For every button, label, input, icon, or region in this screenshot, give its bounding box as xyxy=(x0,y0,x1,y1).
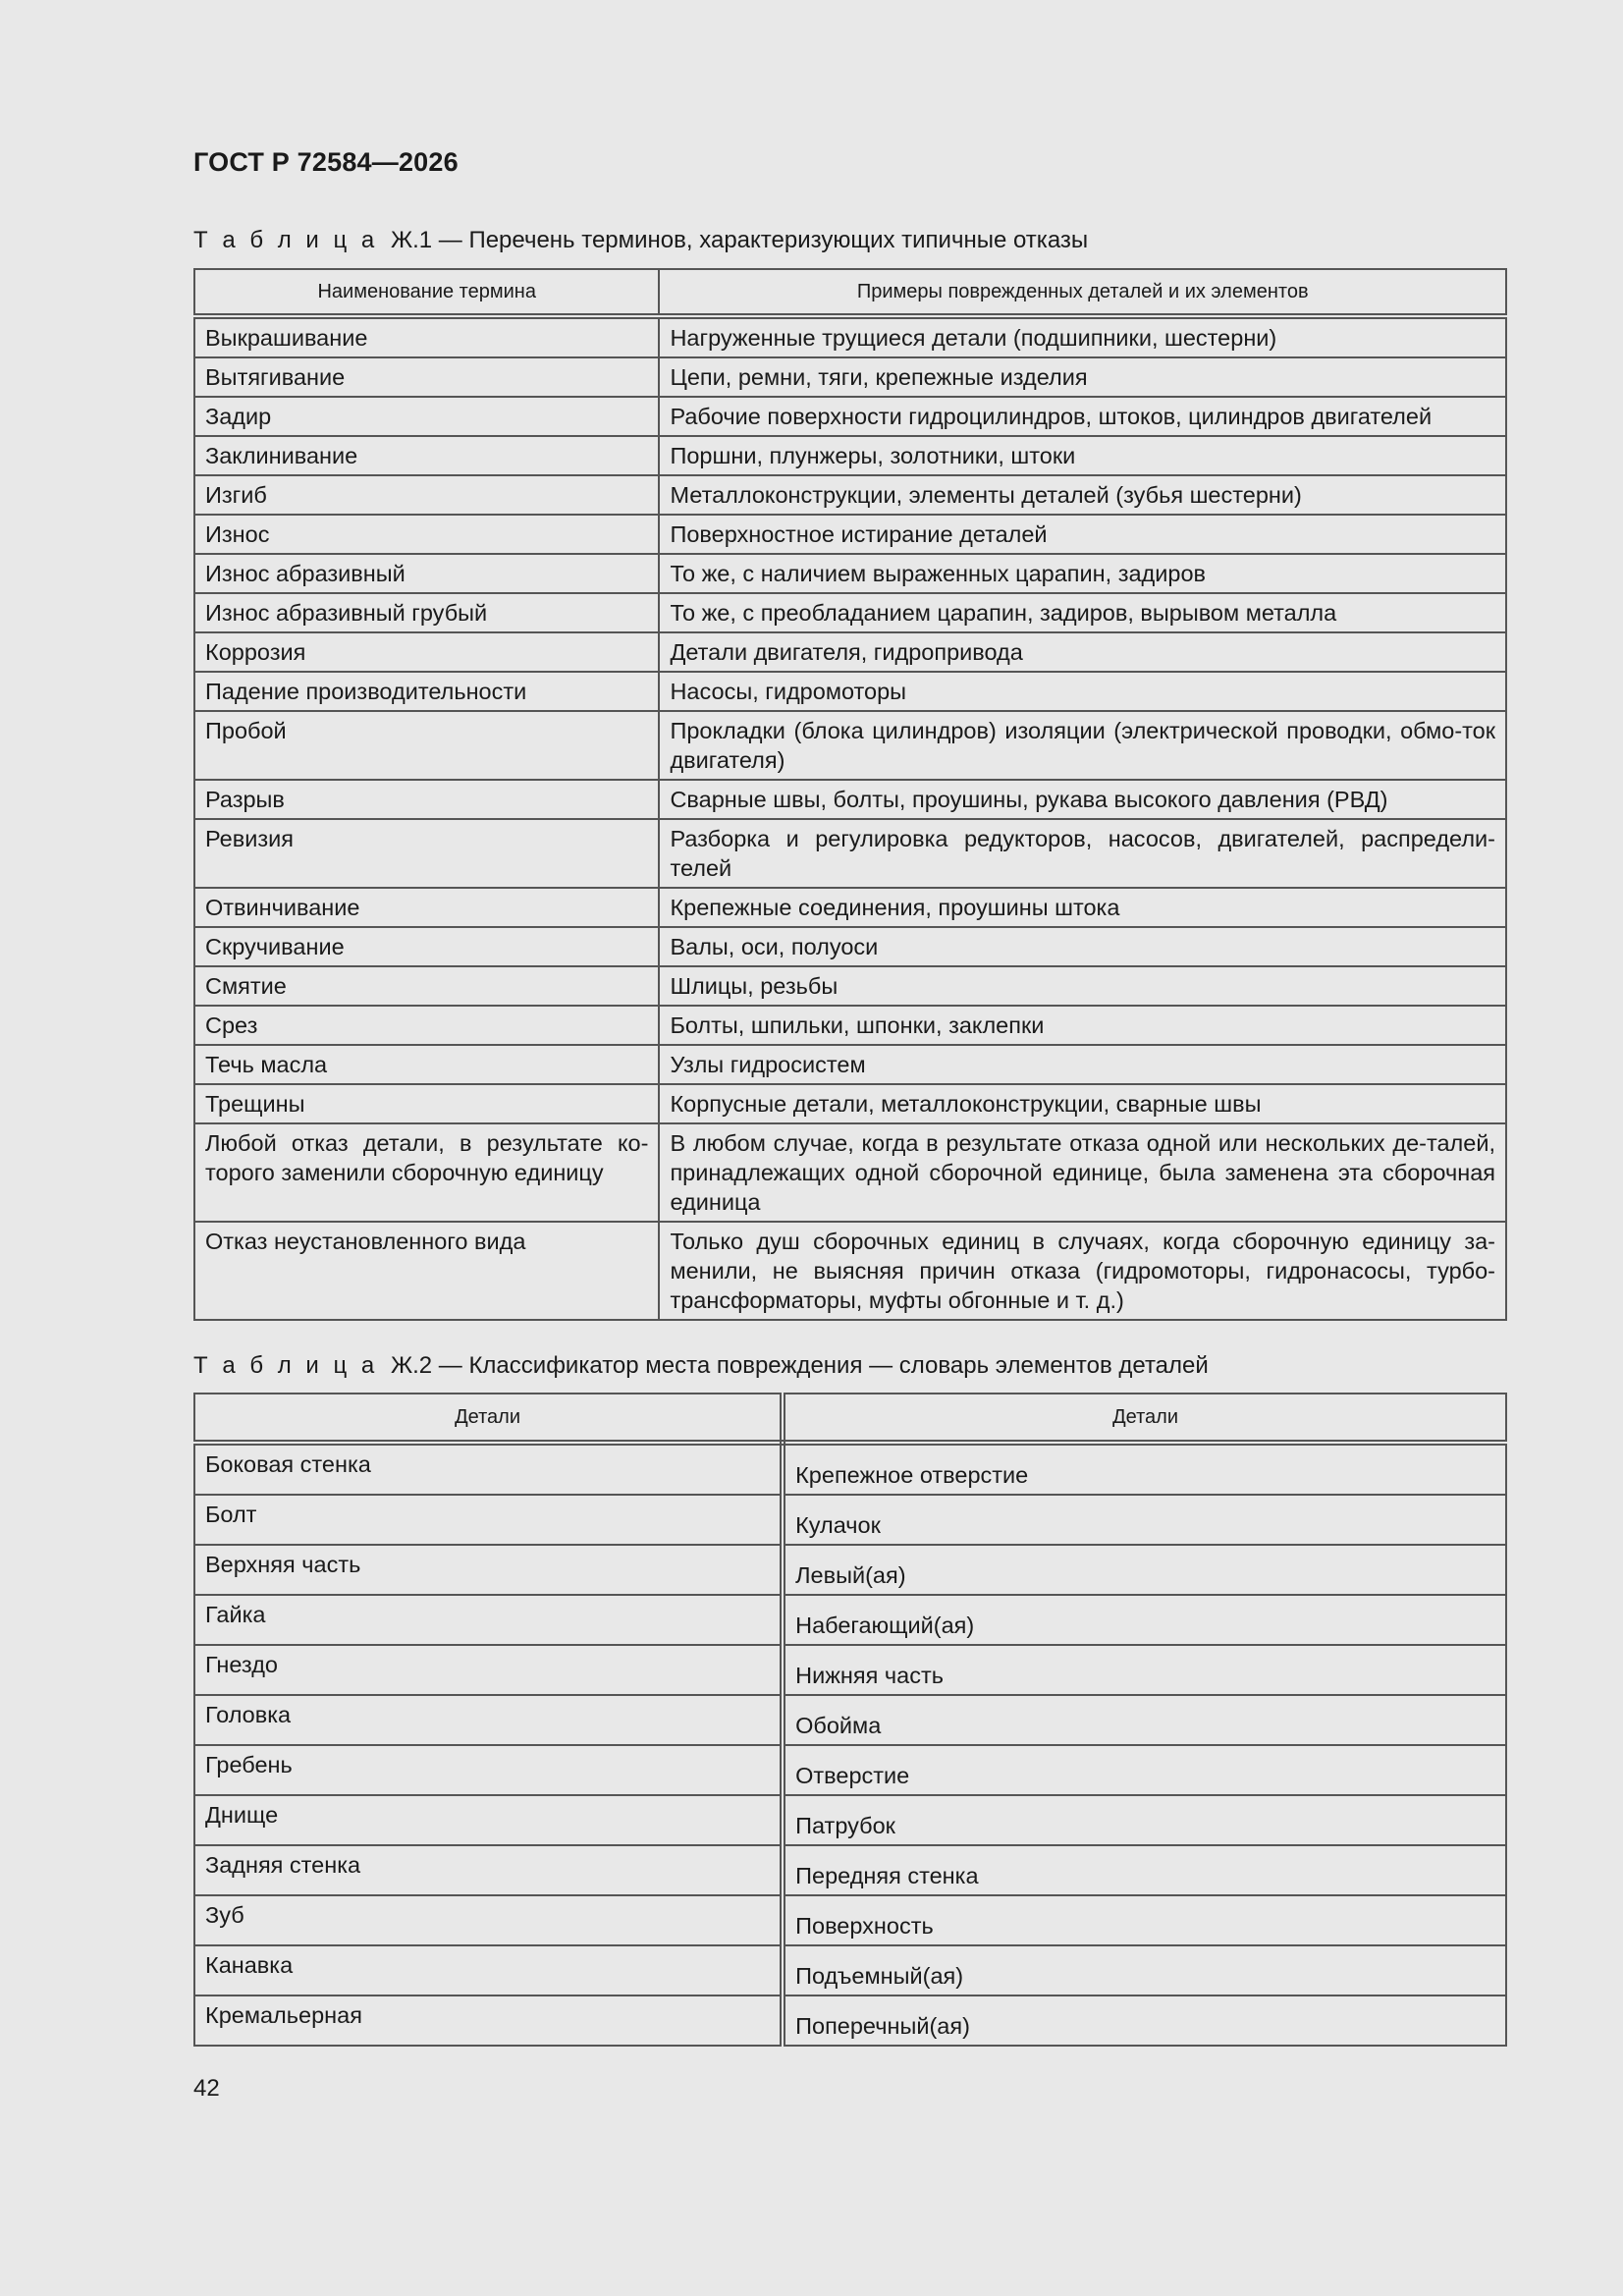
table2-caption xyxy=(193,1352,1209,1380)
table-cell-detail: Левый(ая) xyxy=(783,1545,1506,1595)
table-cell-term: Днище xyxy=(194,1795,783,1845)
table-cell-term: Гнездо xyxy=(194,1645,783,1695)
table-row xyxy=(194,819,1506,888)
table-row xyxy=(194,1745,1506,1795)
table-cell-detail: Прокладки (блока цилиндров) изоляции (электрической проводки, обмо-ток двигателя) xyxy=(659,711,1506,780)
table1-caption-label: Т а б л и ц а xyxy=(193,227,379,253)
table-row xyxy=(194,1945,1506,1995)
table-cell-term: Отказ неустановленного вида xyxy=(194,1222,659,1320)
table-header-row xyxy=(194,269,1506,316)
table-cell-detail: Рабочие поверхности гидроцилиндров, штоков, цилиндров двигателей xyxy=(659,397,1506,436)
table-cell-term: Гайка xyxy=(194,1595,783,1645)
table-cell-term: Заклинивание xyxy=(194,436,659,475)
table-cell-term: Смятие xyxy=(194,966,659,1006)
table-cell-detail: Только душ сборочных единиц в случаях, когда сборочную единицу за-менили, не выясняя причин отказа (гидромоторы, гидронасосы, турбо-трансформаторы, муфты обгонные и т. д.) xyxy=(659,1222,1506,1320)
table-row xyxy=(194,1645,1506,1695)
table-cell-term: Кремальерная xyxy=(194,1995,783,2046)
table1-caption-text: Ж.1 — Перечень терминов, характеризующих типичные отказы xyxy=(390,227,1089,253)
table-row xyxy=(194,515,1506,554)
table-cell-detail: Валы, оси, полуоси xyxy=(659,927,1506,966)
table-row xyxy=(194,1845,1506,1895)
table-cell-detail: Шлицы, резьбы xyxy=(659,966,1506,1006)
table-row xyxy=(194,1995,1506,2046)
table-row xyxy=(194,780,1506,819)
table-cell-detail: Крепежное отверстие xyxy=(783,1443,1506,1495)
table-cell-detail: Узлы гидросистем xyxy=(659,1045,1506,1084)
table-cell-detail: Насосы, гидромоторы xyxy=(659,672,1506,711)
table-row xyxy=(194,672,1506,711)
table-row xyxy=(194,593,1506,632)
table-cell-detail: Обойма xyxy=(783,1695,1506,1745)
table-cell-term: Падение производительности xyxy=(194,672,659,711)
table-cell-term: Верхняя часть xyxy=(194,1545,783,1595)
table-cell-detail: Сварные швы, болты, проушины, рукава высокого давления (РВД) xyxy=(659,780,1506,819)
table-cell-term: Трещины xyxy=(194,1084,659,1123)
table-cell-detail: Передняя стенка xyxy=(783,1845,1506,1895)
table-cell-term: Скручивание xyxy=(194,927,659,966)
table-row xyxy=(194,554,1506,593)
table-cell-detail: Подъемный(ая) xyxy=(783,1945,1506,1995)
table-cell-term: Гребень xyxy=(194,1745,783,1795)
table-row xyxy=(194,888,1506,927)
table-cell-term: Любой отказ детали, в результате ко-торого заменили сборочную единицу xyxy=(194,1123,659,1222)
table-header-row xyxy=(194,1394,1506,1443)
table-cell-detail: Нагруженные трущиеся детали (подшипники, шестерни) xyxy=(659,316,1506,357)
table-row xyxy=(194,1495,1506,1545)
table-cell-detail: Металлоконструкции, элементы деталей (зубья шестерни) xyxy=(659,475,1506,515)
table-cell-detail: То же, с преобладанием царапин, задиров, вырывом металла xyxy=(659,593,1506,632)
table-cell-term: Коррозия xyxy=(194,632,659,672)
table-cell-detail: Поршни, плунжеры, золотники, штоки xyxy=(659,436,1506,475)
table-cell-detail: Поперечный(ая) xyxy=(783,1995,1506,2046)
table-cell-detail: Цепи, ремни, тяги, крепежные изделия xyxy=(659,357,1506,397)
table-row xyxy=(194,1443,1506,1495)
damage-location-table xyxy=(193,1393,1507,2047)
table-row xyxy=(194,1045,1506,1084)
table-cell-detail: Набегающий(ая) xyxy=(783,1595,1506,1645)
table-row xyxy=(194,711,1506,780)
table-cell-term: Износ абразивный грубый xyxy=(194,593,659,632)
column-header-examples: Примеры поврежденных деталей и их элементов xyxy=(659,269,1506,316)
table-cell-term: Износ xyxy=(194,515,659,554)
table-row xyxy=(194,397,1506,436)
failure-terms-table xyxy=(193,268,1507,1321)
table-cell-term: Износ абразивный xyxy=(194,554,659,593)
table1-caption xyxy=(193,227,1088,254)
table-cell-term: Течь масла xyxy=(194,1045,659,1084)
table-row xyxy=(194,966,1506,1006)
table-row xyxy=(194,1123,1506,1222)
table-cell-term: Канавка xyxy=(194,1945,783,1995)
table-cell-term: Головка xyxy=(194,1695,783,1745)
table-row xyxy=(194,1006,1506,1045)
table2-caption-label: Т а б л и ц а xyxy=(193,1352,379,1379)
table-row xyxy=(194,1084,1506,1123)
column-header-parts-left: Детали xyxy=(194,1394,783,1443)
table-cell-term: Изгиб xyxy=(194,475,659,515)
table-cell-detail: Отверстие xyxy=(783,1745,1506,1795)
table-cell-detail: Крепежные соединения, проушины штока xyxy=(659,888,1506,927)
page-number: 42 xyxy=(193,2075,220,2102)
table-cell-term: Задняя стенка xyxy=(194,1845,783,1895)
table-row xyxy=(194,1795,1506,1845)
table-cell-term: Срез xyxy=(194,1006,659,1045)
table-cell-term: Ревизия xyxy=(194,819,659,888)
table-cell-term: Зуб xyxy=(194,1895,783,1945)
column-header-term: Наименование термина xyxy=(194,269,659,316)
table-row xyxy=(194,632,1506,672)
table-cell-term: Выкрашивание xyxy=(194,316,659,357)
table-cell-detail: Разборка и регулировка редукторов, насосов, двигателей, распредели-телей xyxy=(659,819,1506,888)
table-row xyxy=(194,1222,1506,1320)
table-cell-detail: Кулачок xyxy=(783,1495,1506,1545)
table-row xyxy=(194,436,1506,475)
table-cell-detail: Патрубок xyxy=(783,1795,1506,1845)
table-row xyxy=(194,1595,1506,1645)
table-row xyxy=(194,475,1506,515)
table-cell-term: Отвинчивание xyxy=(194,888,659,927)
table-cell-detail: То же, с наличием выраженных царапин, задиров xyxy=(659,554,1506,593)
document-title: ГОСТ Р 72584—2026 xyxy=(193,147,459,177)
table-cell-detail: В любом случае, когда в результате отказа одной или нескольких де-талей, принадлежащих одной сборочной единице, была заменена эта сборочная единица xyxy=(659,1123,1506,1222)
table-cell-term: Разрыв xyxy=(194,780,659,819)
table2-caption-text: Ж.2 — Классификатор места повреждения — словарь элементов деталей xyxy=(390,1352,1209,1379)
table-row xyxy=(194,1895,1506,1945)
table-cell-detail: Корпусные детали, металлоконструкции, сварные швы xyxy=(659,1084,1506,1123)
table-row xyxy=(194,1695,1506,1745)
table-cell-term: Пробой xyxy=(194,711,659,780)
table-row xyxy=(194,357,1506,397)
table-cell-detail: Поверхностное истирание деталей xyxy=(659,515,1506,554)
table-cell-term: Болт xyxy=(194,1495,783,1545)
table-cell-detail: Поверхность xyxy=(783,1895,1506,1945)
table-cell-detail: Болты, шпильки, шпонки, заклепки xyxy=(659,1006,1506,1045)
table-cell-term: Задир xyxy=(194,397,659,436)
table-row xyxy=(194,316,1506,357)
table-cell-term: Вытягивание xyxy=(194,357,659,397)
table-cell-detail: Нижняя часть xyxy=(783,1645,1506,1695)
table-row xyxy=(194,1545,1506,1595)
table-cell-term: Боковая стенка xyxy=(194,1443,783,1495)
table-cell-detail: Детали двигателя, гидропривода xyxy=(659,632,1506,672)
table-row xyxy=(194,927,1506,966)
column-header-parts-right: Детали xyxy=(783,1394,1506,1443)
